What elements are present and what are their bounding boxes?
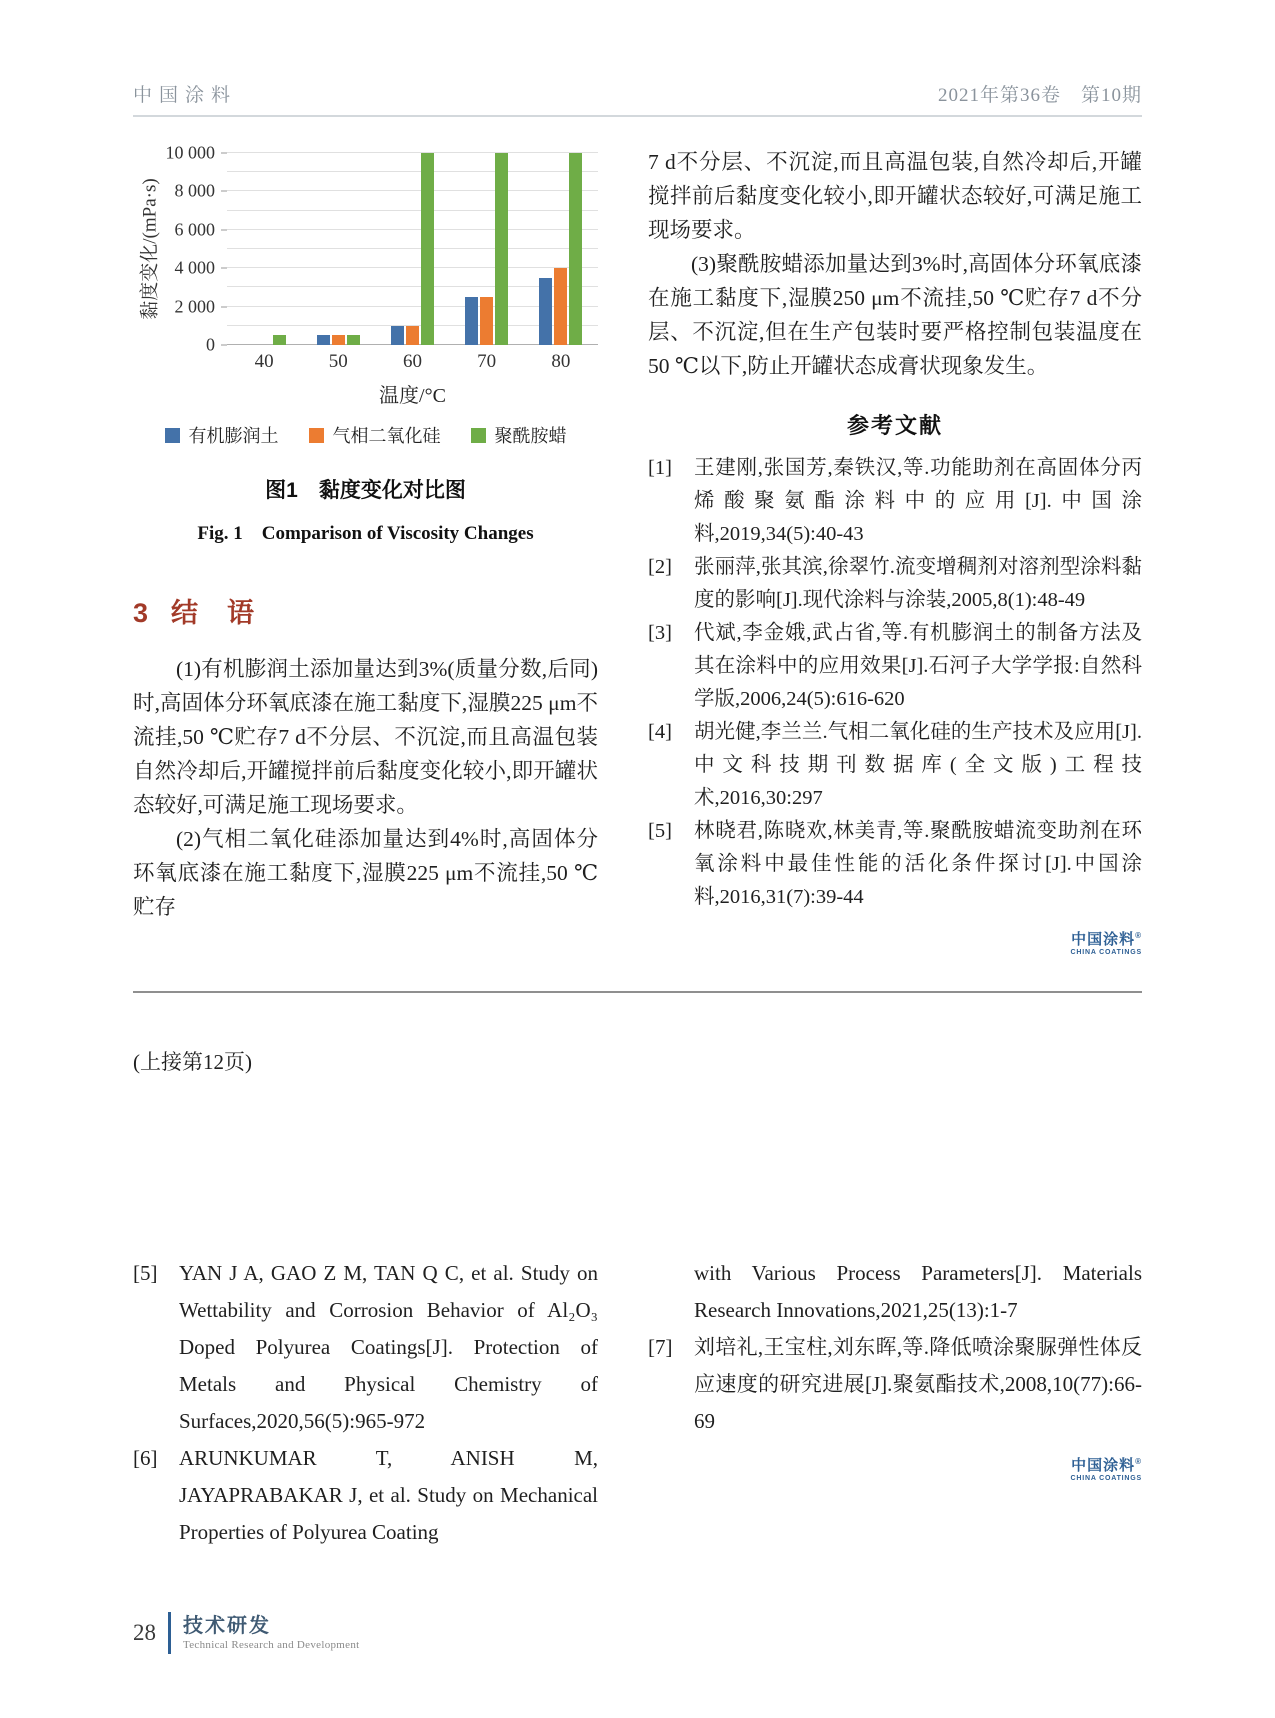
figure-caption-zh: 图1 黏度变化对比图 bbox=[265, 479, 466, 502]
y-tick-label: 10 000 bbox=[165, 142, 215, 163]
bottom-left-column bbox=[133, 1255, 598, 1551]
legend-item bbox=[471, 422, 567, 448]
reference-text: 代斌,李金娥,武占省,等.有机膨润土的制备方法及其在涂料中的应用效果[J].石河子大学学报:自然科学版,2006,24(5):616-620 bbox=[694, 622, 1142, 710]
chart-y-axis bbox=[163, 142, 227, 355]
bar-80-聚酰胺蜡 bbox=[569, 153, 582, 345]
y-tick-label: 4 000 bbox=[174, 257, 215, 278]
reference-item bbox=[648, 815, 1142, 914]
reference-marker: [4] bbox=[648, 721, 672, 743]
reference-text: 刘培礼,王宝柱,刘东晖,等.降低喷涂聚脲弹性体反应速度的研究进展[J].聚氨酯技术,2008,10(77):66-69 bbox=[694, 1335, 1142, 1433]
reference-text: ARUNKUMAR T, ANISH M, JAYAPRABAKAR J, et al. Study on Mechanical Properties of Polyurea Coating bbox=[179, 1446, 598, 1544]
reference-item bbox=[133, 1255, 598, 1440]
header-rule bbox=[133, 115, 1142, 117]
logo-text-zh bbox=[1071, 1454, 1142, 1474]
reference-text: 林晓君,陈晓欢,林美青,等.聚酰胺蜡流变助剂在环氧涂料中最佳性能的活化条件探讨[J].中国涂料,2016,31(7):39-44 bbox=[694, 820, 1142, 908]
bar-50-气相二氧化硅 bbox=[332, 335, 345, 345]
section-title: 结 语 bbox=[171, 598, 256, 628]
reference-text: 王建刚,张国芳,秦铁汉,等.功能助剂在高固体分丙烯酸聚氨酯涂料中的应用[J].中国涂料,2019,34(5):40-43 bbox=[694, 457, 1142, 545]
x-axis-label: 温度/°C bbox=[379, 385, 446, 407]
bar-group-50 bbox=[317, 153, 360, 345]
chart-x-ticks bbox=[227, 351, 598, 373]
legend-label: 有机膨润土 bbox=[188, 426, 279, 446]
china-coatings-logo bbox=[648, 1454, 1142, 1483]
figure-1 bbox=[133, 142, 598, 545]
issue-info: 2021年第36卷 第10期 bbox=[937, 85, 1142, 106]
logo-text-en: CHINA COATINGS bbox=[1070, 1475, 1142, 1482]
x-tick-label: 70 bbox=[477, 351, 497, 372]
conclusion-paragraph-1: (1)有机膨润土添加量达到3%(质量分数,后同)时,高固体分环氧底漆在施工黏度下,湿膜225 μm不流挂,50 ℃贮存7 d不分层、不沉淀,而且高温包装自然冷却后,开罐搅拌前后黏度变化较小,即开罐状态较好,可满足施工现场要求。 bbox=[133, 657, 598, 817]
reference-marker: [7] bbox=[648, 1335, 673, 1359]
logo-registered-mark: ® bbox=[1135, 931, 1142, 940]
section-number: 3 bbox=[133, 598, 150, 628]
left-column bbox=[133, 142, 598, 991]
reference-text: 张丽萍,张其滨,徐翠竹.流变增稠剂对溶剂型涂料黏度的影响[J].现代涂料与涂装,2005,8(1):48-49 bbox=[694, 556, 1142, 611]
chart-groups bbox=[227, 153, 598, 345]
chart-legend bbox=[133, 422, 598, 448]
reference-text: YAN J A, GAO Z M, TAN Q C, et al. Study on Wettability and Corrosion Behavior of Al₂O₃ Doped Polyurea Coatings[J]. Protection of Metals and Physical Chemistry of Surfaces,2020,56(5):965-972 bbox=[179, 1261, 598, 1433]
conclusion-paragraph-2-left: (2)气相二氧化硅添加量达到4%时,高固体分环氧底漆在施工黏度下,湿膜225 μm不流挂,50 ℃贮存 bbox=[133, 827, 598, 919]
conclusion-paragraph-2-right: 7 d不分层、不沉淀,而且高温包装,自然冷却后,开罐搅拌前后黏度变化较小,即开罐状态较好,可满足施工现场要求。 bbox=[648, 150, 1142, 242]
section-heading bbox=[133, 591, 598, 630]
legend-swatch bbox=[471, 428, 486, 443]
continued-from-note: (上接第12页) bbox=[133, 1050, 252, 1074]
page-footer bbox=[133, 1612, 360, 1654]
x-tick-label: 60 bbox=[402, 351, 422, 372]
legend-item bbox=[309, 422, 441, 448]
bar-60-有机膨润土 bbox=[391, 326, 404, 345]
x-tick-label: 80 bbox=[551, 351, 571, 372]
reference-item bbox=[648, 551, 1142, 617]
bottom-section bbox=[133, 1255, 1142, 1551]
reference-item bbox=[648, 452, 1142, 551]
bar-group-60 bbox=[391, 153, 434, 345]
bar-70-聚酰胺蜡 bbox=[495, 153, 508, 345]
bottom-right-column bbox=[648, 1255, 1142, 1551]
reference-marker: [2] bbox=[648, 556, 672, 578]
legend-label: 气相二氧化硅 bbox=[332, 426, 441, 446]
bar-group-40 bbox=[243, 153, 286, 345]
bar-40-聚酰胺蜡 bbox=[273, 335, 286, 345]
reference-item bbox=[648, 716, 1142, 815]
page-number: 28 bbox=[133, 1620, 156, 1645]
logo-name-zh: 中国涂料 bbox=[1071, 931, 1136, 948]
reference-text: 胡光健,李兰兰.气相二氧化硅的生产技术及应用[J].中文科技期刊数据库(全文版)工程技术,2016,30:297 bbox=[694, 721, 1142, 809]
section-divider bbox=[133, 991, 1142, 993]
x-ticks-row bbox=[133, 345, 598, 373]
footer-section-zh: 技术研发 bbox=[183, 1614, 271, 1637]
y-axis-label-cell bbox=[133, 153, 163, 345]
reference-text: with Various Process Parameters[J]. Materials Research Innovations,2021,25(13):1-7 bbox=[694, 1261, 1142, 1322]
reference-marker: [5] bbox=[133, 1261, 158, 1285]
right-column bbox=[648, 145, 1142, 991]
bar-60-聚酰胺蜡 bbox=[421, 153, 434, 345]
chart-plot bbox=[227, 153, 598, 345]
logo-name-zh: 中国涂料 bbox=[1071, 1457, 1136, 1474]
china-coatings-logo bbox=[648, 928, 1142, 957]
bar-80-气相二氧化硅 bbox=[554, 268, 567, 345]
journal-name: 中国涂料 bbox=[133, 85, 238, 106]
footer-section-en: Technical Research and Development bbox=[183, 1638, 360, 1651]
y-tick-label: 8 000 bbox=[174, 180, 215, 201]
reference-item bbox=[648, 1329, 1142, 1440]
reference-marker bbox=[648, 1255, 694, 1329]
y-tick-label: 2 000 bbox=[174, 296, 215, 317]
reference-marker: [6] bbox=[133, 1446, 158, 1470]
bar-80-有机膨润土 bbox=[539, 278, 552, 345]
footer-section-labels bbox=[183, 1614, 360, 1653]
bar-group-80 bbox=[539, 153, 582, 345]
reference-marker: [1] bbox=[648, 457, 672, 479]
reference-marker: [5] bbox=[648, 820, 672, 842]
footer-divider-bar bbox=[168, 1612, 171, 1654]
bar-70-气相二氧化硅 bbox=[480, 297, 493, 345]
x-label-row bbox=[133, 373, 598, 408]
y-tick-label: 6 000 bbox=[174, 219, 215, 240]
y-axis-label: 黏度变化/(mPa·s) bbox=[139, 178, 161, 320]
legend-swatch bbox=[165, 428, 180, 443]
x-tick-label: 40 bbox=[254, 351, 274, 372]
logo-text-en: CHINA COATINGS bbox=[1070, 949, 1142, 956]
legend-swatch bbox=[309, 428, 324, 443]
bar-50-聚酰胺蜡 bbox=[347, 335, 360, 345]
bar-70-有机膨润土 bbox=[465, 297, 478, 345]
legend-label: 聚酰胺蜡 bbox=[494, 426, 567, 446]
logo-text-zh bbox=[1071, 928, 1142, 948]
x-axis-spacer bbox=[133, 373, 227, 408]
bar-50-有机膨润土 bbox=[317, 335, 330, 345]
figure-caption-en: Fig. 1 Comparison of Viscosity Changes bbox=[197, 523, 534, 544]
reference-marker: [3] bbox=[648, 622, 672, 644]
top-section bbox=[133, 142, 1142, 991]
y-tick-label: 0 bbox=[206, 334, 215, 355]
legend-item bbox=[165, 422, 279, 448]
bar-group-70 bbox=[465, 153, 508, 345]
x-tick-label: 50 bbox=[328, 351, 348, 372]
viscosity-chart bbox=[133, 142, 598, 355]
logo-registered-mark: ® bbox=[1135, 1457, 1142, 1466]
reference-item bbox=[133, 1440, 598, 1551]
reference-item bbox=[648, 617, 1142, 716]
reference-item bbox=[648, 1255, 1142, 1329]
conclusion-paragraph-3: (3)聚酰胺蜡添加量达到3%时,高固体分环氧底漆在施工黏度下,湿膜250 μm不流挂,50 ℃贮存7 d不分层、不沉淀,但在生产包装时要严格控制包装温度在50 ℃以下,防止开罐状态成膏状现象发生。 bbox=[648, 252, 1142, 378]
page-header bbox=[133, 84, 1142, 108]
references-heading: 参考文献 bbox=[846, 413, 943, 438]
bar-60-气相二氧化硅 bbox=[406, 326, 419, 345]
